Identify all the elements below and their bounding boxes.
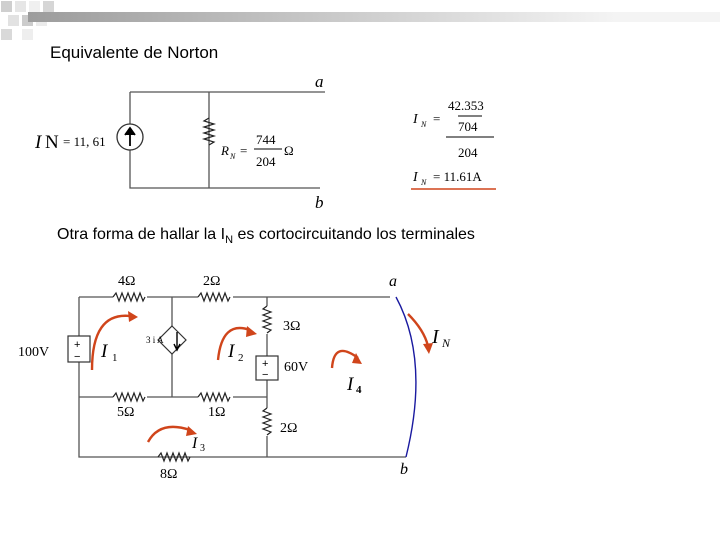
resistor-4-icon [113, 293, 145, 301]
dependent-source-label: 3 i A [146, 335, 164, 345]
calc-outer-numerator: 42.353 [448, 98, 484, 113]
label-r-2-top: 2Ω [203, 274, 221, 289]
resistor-3-icon [263, 306, 271, 333]
mesh-terminal-a: a [389, 273, 397, 290]
label-r-3: 3Ω [283, 319, 301, 334]
resistor-5-icon [113, 393, 145, 401]
label-i4-sub: 4 [356, 384, 362, 396]
arrow-i3-icon [148, 427, 190, 442]
resistor-2-top-icon [198, 293, 230, 301]
label-i1-sub: 1 [112, 352, 118, 364]
norton-resistor-eq: = [240, 143, 248, 158]
vs100-label: 100V [18, 345, 50, 360]
calc-lhs-sub: N [421, 120, 427, 129]
vs100-minus: − [74, 351, 81, 363]
label-i1-symbol: I [101, 341, 108, 362]
calc-inner-denominator: 704 [458, 119, 478, 134]
resistor-1-icon [198, 393, 230, 401]
vs100-plus: + [74, 339, 81, 351]
norton-source-value: = 11, 61 [63, 134, 106, 149]
subtitle-text: Otra forma de hallar la I [57, 226, 226, 243]
label-r-2-right: 2Ω [280, 421, 298, 436]
norton-resistor-denominator: 204 [256, 154, 276, 169]
norton-resistor-symbol: R [221, 143, 229, 158]
slide-title: Equivalente de Norton [50, 43, 219, 62]
subtitle-tail: es cortocircuitando los terminales [233, 226, 475, 243]
vs60-minus: − [262, 369, 269, 381]
norton-resistor-sub: N [230, 152, 236, 161]
norton-terminal-a: a [315, 72, 324, 91]
label-i4-symbol: I [347, 374, 354, 395]
norton-calculation [411, 98, 496, 189]
norton-source-sub: N [45, 132, 59, 153]
norton-terminal-b: b [315, 193, 324, 212]
mesh-terminal-b: b [400, 461, 408, 478]
resistor-2-right-icon [263, 408, 271, 435]
calc-outer-denominator: 204 [458, 145, 478, 160]
label-i3-sub: 3 [200, 443, 205, 454]
vs60-label: 60V [284, 360, 309, 375]
calc-lhs-symbol: I [413, 112, 418, 127]
norton-source-symbol: I [35, 132, 42, 153]
label-r-5: 5Ω [117, 405, 135, 420]
label-r-8: 8Ω [160, 467, 178, 482]
norton-resistor-numerator: 744 [256, 132, 276, 147]
label-r-1: 1Ω [208, 405, 226, 420]
vs60-plus: + [262, 358, 269, 370]
calc-result-sub: N [421, 178, 427, 187]
calc-result-symbol: I [413, 170, 418, 185]
arrow-i1-icon [92, 316, 130, 370]
label-i3-symbol: I [192, 435, 198, 452]
mesh-circuit [18, 273, 451, 482]
label-in-sub: N [442, 336, 451, 350]
subtitle-subscript: N [225, 234, 234, 247]
resistor-icon [204, 118, 214, 145]
norton-circuit [34, 72, 325, 212]
label-i2-sub: 2 [238, 352, 244, 364]
arrow-in-icon [408, 314, 428, 346]
label-i2-symbol: I [228, 341, 235, 362]
calc-result-value: = 11.61A [433, 169, 482, 184]
calc-eq: = [433, 111, 441, 126]
label-r-4: 4Ω [118, 274, 136, 289]
label-in-symbol: I [432, 326, 439, 348]
norton-resistor-unit: Ω [284, 143, 294, 158]
